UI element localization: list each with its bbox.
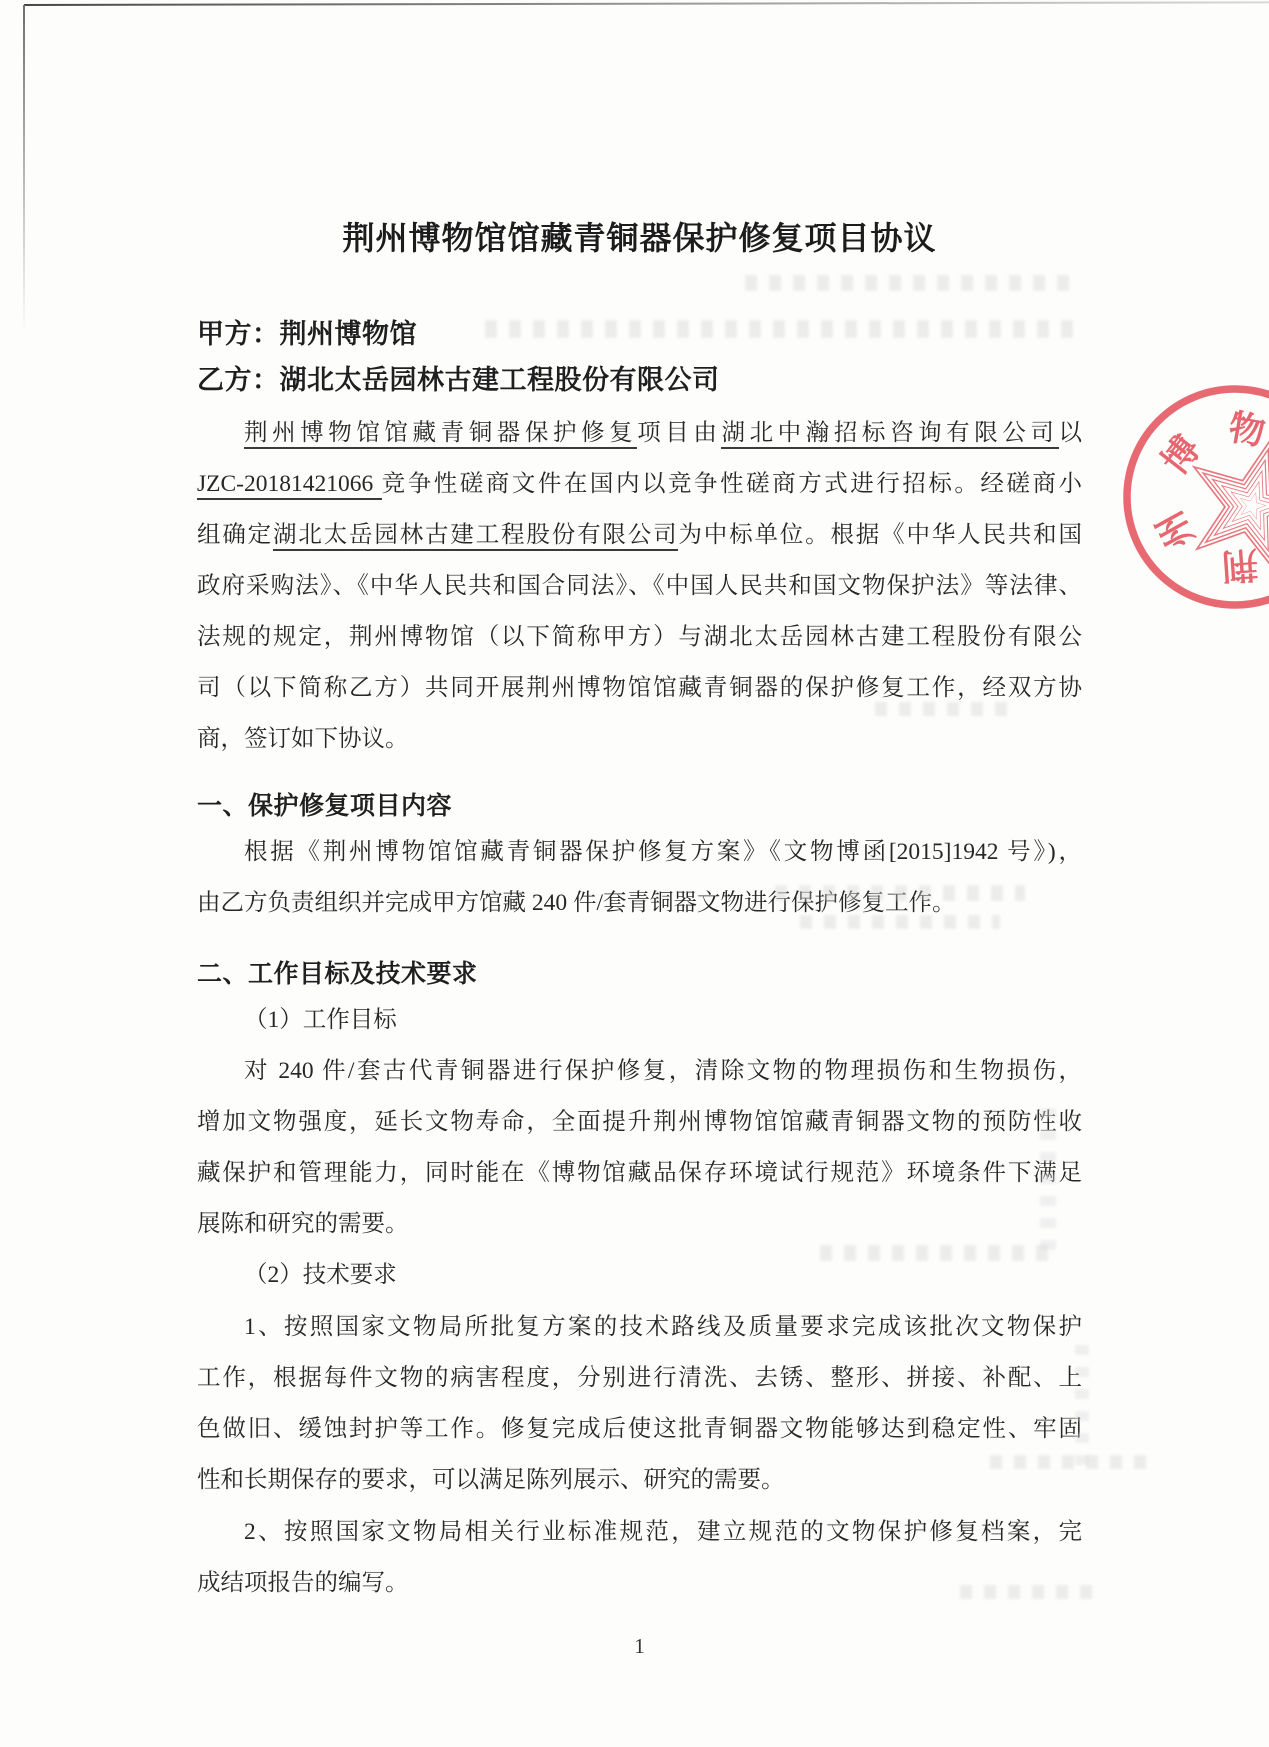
text-segment: 以 (1058, 420, 1083, 446)
bleedthrough-artifact (960, 1585, 1100, 1599)
intro-line: 法规的规定，荆州博物馆（以下简称甲方）与湖北太岳园林古建工程股份有限公 (197, 624, 1082, 650)
bleedthrough-artifact (745, 275, 1075, 291)
intro-line (197, 418, 1082, 450)
bleedthrough-artifact (800, 915, 1000, 929)
party-b-line: 乙方：湖北太岳园林古建工程股份有限公司 (197, 365, 720, 395)
paragraph-line: 对 240 件/套古代青铜器进行保护修复，清除文物的物理损伤和生物损伤， (244, 1058, 1082, 1084)
paragraph-line: 增加文物强度，延长文物寿命，全面提升荆州博物馆馆藏青铜器文物的预防性收 (197, 1109, 1082, 1135)
section-2-heading: 二、工作目标及技术要求 (197, 961, 478, 988)
paragraph-line: 成结项报告的编写。 (197, 1570, 409, 1596)
paragraph-line: 1、按照国家文物局所批复方案的技术路线及质量要求完成该批次文物保护 (244, 1314, 1082, 1340)
party-a-line: 甲方：荆州博物馆 (197, 319, 417, 349)
bleedthrough-artifact (1075, 1335, 1089, 1465)
paragraph-line: 工作，根据每件文物的病害程度，分别进行清洗、去锈、整形、拼接、补配、上 (197, 1365, 1082, 1391)
paragraph-line: 性和长期保存的要求，可以满足陈列展示、研究的需要。 (197, 1467, 785, 1493)
intro-line: 商，签订如下协议。 (197, 726, 409, 752)
text-segment: 项目由 (637, 420, 722, 446)
bleedthrough-artifact (990, 1455, 1150, 1469)
official-seal (1105, 367, 1269, 627)
bleedthrough-artifact (875, 702, 1015, 716)
seal-character: 荆 (1220, 543, 1260, 587)
underlined-segment: 荆州博物馆馆藏青铜器保护修复 (244, 420, 637, 449)
text-segment: 组确定 (197, 522, 274, 548)
underlined-segment: JZC-20181421066 (197, 471, 382, 500)
seal-character: 博 (1154, 428, 1209, 482)
seal-character: 州 (1149, 504, 1202, 556)
scan-edge-left (23, 5, 25, 335)
seal-text-ring (1149, 407, 1268, 586)
intro-line (197, 469, 1082, 501)
scan-edge-top (24, 1, 1269, 6)
seal-character: 物 (1225, 407, 1269, 453)
document-title: 荆州博物馆馆藏青铜器保护修复项目协议 (342, 220, 937, 256)
paragraph-line: （2）技术要求 (244, 1262, 397, 1288)
intro-line (197, 520, 1082, 552)
paragraph-line: 根据《荆州博物馆馆藏青铜器保护修复方案》《文物博函[2015]1942 号》)， (244, 839, 1082, 865)
bleedthrough-artifact (775, 885, 1025, 901)
underlined-segment: 湖北太岳园林古建工程股份有限公司 (273, 522, 678, 551)
text-segment: 为中标单位。根据《中华人民共和国 (678, 522, 1083, 548)
paragraph-line: 色做旧、缓蚀封护等工作。修复完成后使这批青铜器文物能够达到稳定性、牢固 (197, 1416, 1082, 1442)
paragraph-line: 展陈和研究的需要。 (197, 1211, 409, 1237)
intro-line: 司（以下简称乙方）共同开展荆州博物馆馆藏青铜器的保护修复工作，经双方协 (197, 675, 1082, 701)
paragraph-line: 由乙方负责组织并完成甲方馆藏 240 件/套青铜器文物进行保护修复工作。 (197, 890, 956, 916)
paragraph-line: 2、按照国家文物局相关行业标准规范，建立规范的文物保护修复档案，完 (244, 1519, 1082, 1545)
underlined-segment: 湖北中瀚招标咨询有限公司 (721, 420, 1058, 449)
text-segment: 竞争性磋商文件在国内以竞争性磋商方式进行招标。经磋商小 (381, 471, 1083, 497)
page-number: 1 (634, 1634, 645, 1658)
paragraph-line: （1）工作目标 (244, 1007, 397, 1033)
bleedthrough-artifact (485, 320, 1075, 338)
section-1-heading: 一、保护修复项目内容 (197, 793, 453, 820)
bleedthrough-artifact (1040, 1100, 1056, 1250)
paragraph-line: 藏保护和管理能力，同时能在《博物馆藏品保存环境试行规范》环境条件下满足 (197, 1160, 1082, 1186)
bleedthrough-artifact (820, 1245, 1050, 1261)
intro-line: 政府采购法》、《中华人民共和国合同法》、《中国人民共和国文物保护法》等法律、 (197, 573, 1082, 599)
